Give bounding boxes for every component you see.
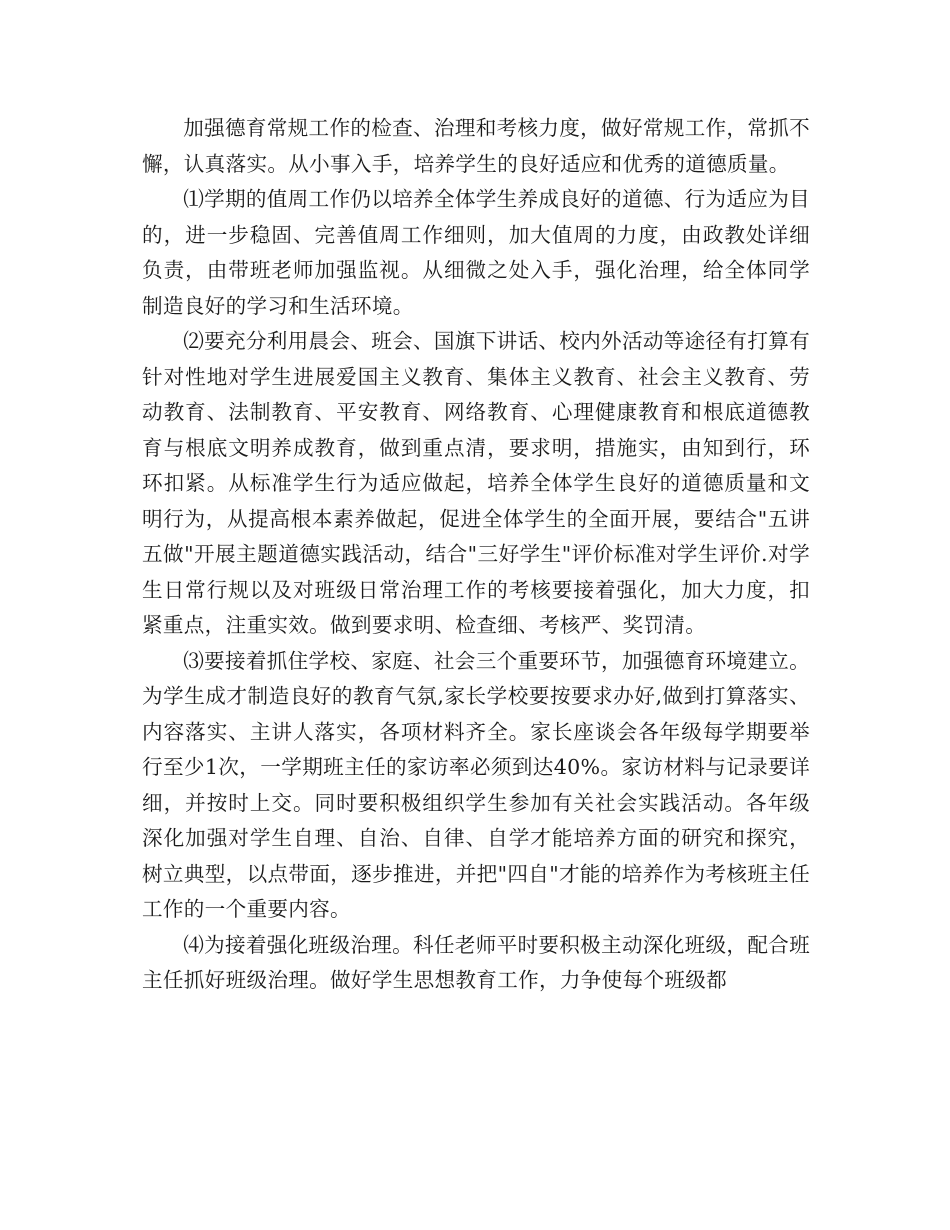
document-body	[142, 111, 810, 999]
paragraph-item-3: ⑶要接着抓住学校、家庭、社会三个重要环节，加强德育环境建立。为学生成才制造良好的教育气氛,家长学校要按要求办好,做到打算落实、内容落实、主讲人落实，各项材料齐全。家长座谈会各年级每学期要举行至少1次，一学期班主任的家访率必须到达40%。家访材料与记录要详细，并按时上交。同时要积极组织学生参加有关社会实践活动。各年级深化加强对学生自理、自治、自律、自学才能培养方面的研究和探究，树立典型，以点带面，逐步推进，并把"四自"才能的培养作为考核班主任工作的一个重要内容。	[142, 648, 810, 921]
paragraph-item-4: ⑷为接着强化班级治理。科任老师平时要积极主动深化班级，配合班主任抓好班级治理。做好学生思想教育工作，力争使每个班级都	[142, 932, 810, 992]
paragraph-intro: 加强德育常规工作的检查、治理和考核力度，做好常规工作，常抓不懈，认真落实。从小事入手，培养学生的良好适应和优秀的道德质量。	[142, 116, 810, 176]
paragraph-item-1: ⑴学期的值周工作仍以培养全体学生养成良好的道德、行为适应为目的，进一步稳固、完善值周工作细则，加大值周的力度，由政教处详细负责，由带班老师加强监视。从细微之处入手，强化治理，给全体同学制造良好的学习和生活环境。	[142, 187, 810, 318]
paragraph-item-2: ⑵要充分利用晨会、班会、国旗下讲话、校内外活动等途径有打算有针对性地对学生进展爱国主义教育、集体主义教育、社会主义教育、劳动教育、法制教育、平安教育、网络教育、心理健康教育和根底道德教育与根底文明养成教育，做到重点清，要求明，措施实，由知到行，环环扣紧。从标准学生行为适应做起，培养全体学生良好的道德质量和文明行为，从提高根本素养做起，促进全体学生的全面开展，要结合"五讲五做"开展主题道德实践活动，结合"三好学生"评价标准对学生评价.对学生日常行规以及对班级日常治理工作的考核要接着强化，加大力度，扣紧重点，注重实效。做到要求明、检查细、考核严、奖罚清。	[142, 329, 810, 637]
